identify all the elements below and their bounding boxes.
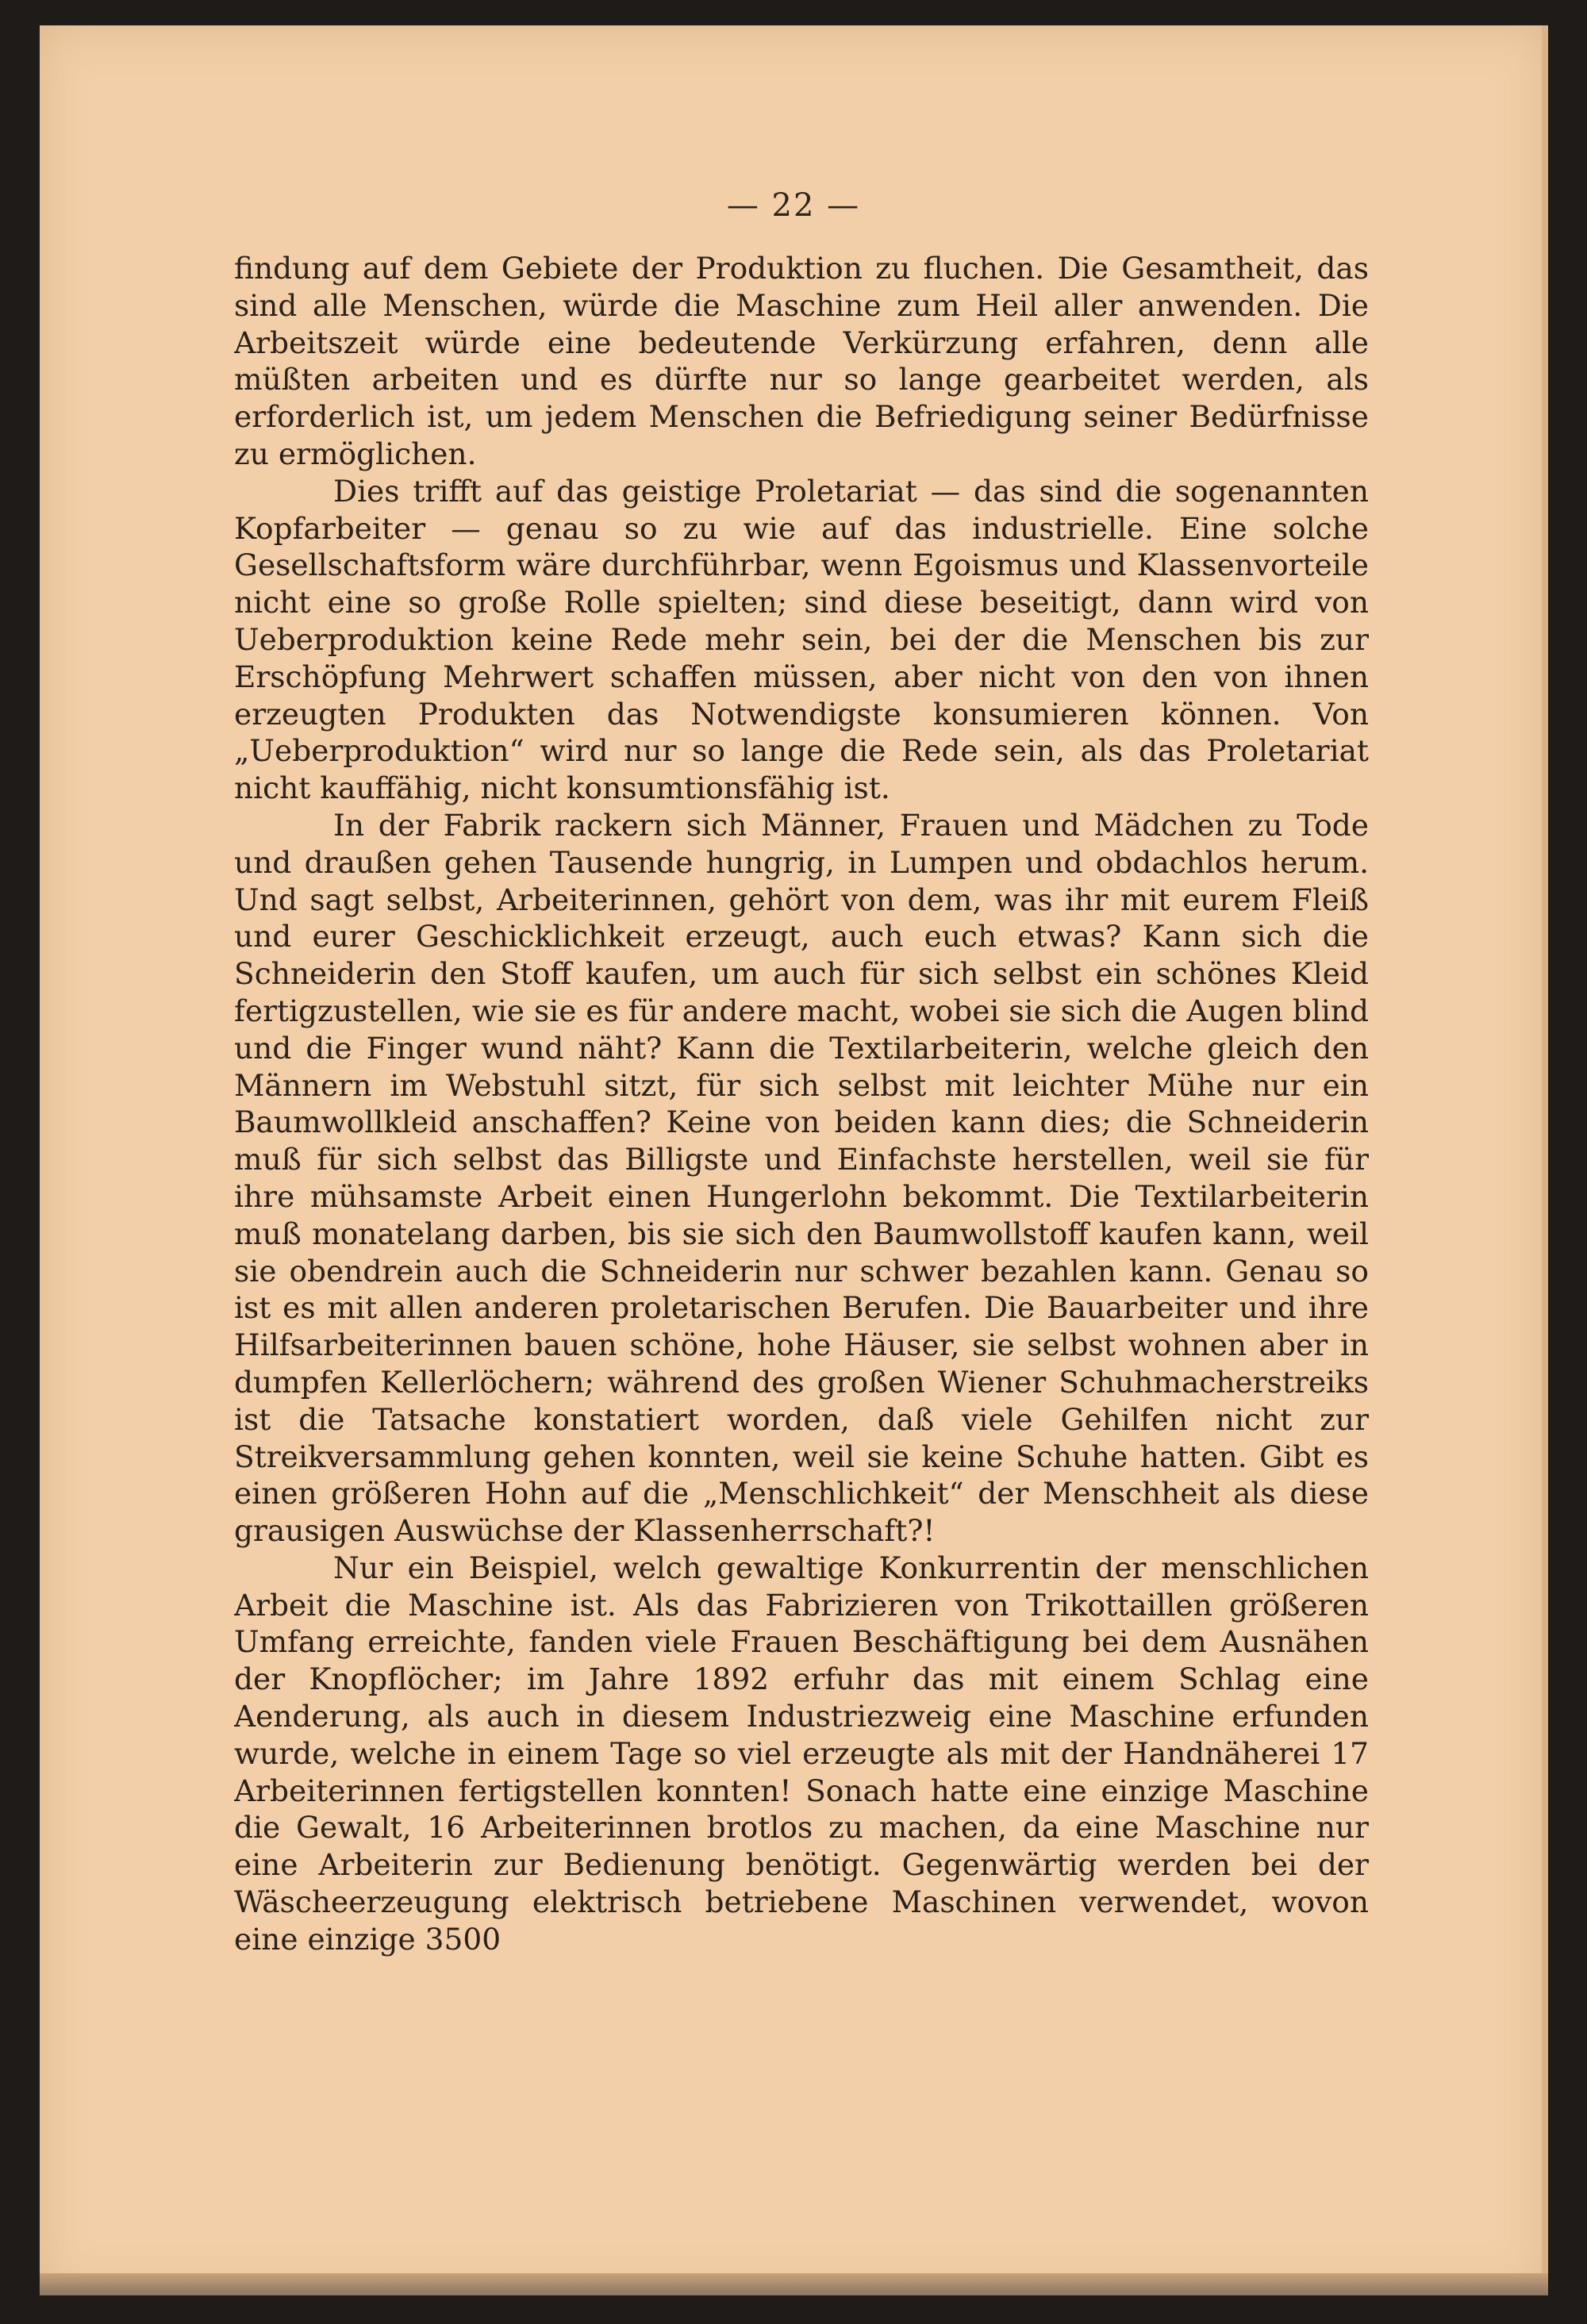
- body-text: [234, 250, 1369, 2043]
- paragraph-2: Dies trifft auf das geistige Proletariat — das sind die sogenannten Kopfarbeiter — genau so zu wie auf das industrielle. Eine solche Gesellschaftsform wäre durchführbar, wenn Egoismus und Klassenvorteile nicht eine so große Rolle spielten; sind diese beseitigt, dann wird von Ueberproduktion keine Rede mehr sein, bei der die Menschen bis zur Erschöpfung Mehrwert schaffen müssen, aber nicht von den von ihnen erzeugten Produkten das Notwendigste konsumieren können. Von „Ueberproduktion“ wird nur so lange die Rede sein, als das Proletariat nicht kauffähig, nicht konsumtionsfähig ist.: [234, 473, 1369, 806]
- page-edge: [1542, 25, 1548, 2295]
- paragraph-4: Nur ein Beispiel, welch gewaltige Konkurrentin der menschlichen Arbeit die Maschine ist. Als das Fabrizieren von Trikottaillen größeren Umfang erreichte, fanden viele Frauen Beschäftigung bei dem Ausnähen der Knopflöcher; im Jahre 1892 erfuhr das mit einem Schlag eine Aenderung, als auch in diesem Industriezweig eine Maschine erfunden wurde, welche in einem Tage so viel erzeugte als mit der Handnäherei 17 Arbeiterinnen fertigstellen konnten! Sonach hatte eine einzige Maschine die Gewalt, 16 Arbeiterinnen brotlos zu machen, da eine Maschine nur eine Arbeiterin zur Bedienung benötigt. Gegenwärtig werden bei der Wäscheerzeugung elektrisch betriebene Maschinen verwendet, wovon eine einzige 3500: [234, 1550, 1369, 1957]
- page-number: — 22 —: [726, 187, 861, 224]
- paragraph-1: findung auf dem Gebiete der Produktion zu fluchen. Die Gesamtheit, das sind alle Menschen, würde die Maschine zum Heil aller anwenden. Die Arbeitszeit würde eine bedeutende Verkürzung erfahren, denn alle müßten arbeiten und es dürfte nur so lange gearbeitet werden, als erforderlich ist, um jedem Menschen die Befriedigung seiner Bedürfnisse zu ermöglichen.: [234, 251, 1369, 471]
- page-shadow: [40, 2273, 1548, 2295]
- paragraph-3: In der Fabrik rackern sich Männer, Frauen und Mädchen zu Tode und draußen gehen Tausende hungrig, in Lumpen und obdachlos herum. Und sagt selbst, Arbeiterinnen, gehört von dem, was ihr mit eurem Fleiß und eurer Geschicklichkeit erzeugt, auch euch etwas? Kann sich die Schneiderin den Stoff kaufen, um auch für sich selbst ein schönes Kleid fertigzustellen, wie sie es für andere macht, wobei sie sich die Augen blind und die Finger wund näht? Kann die Textilarbeiterin, welche gleich den Männern im Webstuhl sitzt, für sich selbst mit leichter Mühe nur ein Baumwollkleid anschaffen? Keine von beiden kann dies; die Schneiderin muß für sich selbst das Billigste und Einfachste herstellen, weil sie für ihre mühsamste Arbeit einen Hungerlohn bekommt. Die Textilarbeiterin muß monatelang darben, bis sie sich den Baumwollstoff kaufen kann, weil sie obendrein auch die Schneiderin nur schwer bezahlen kann. Genau so ist es mit allen anderen proletarischen Berufen. Die Bauarbeiter und ihre Hilfsarbeiterinnen bauen schöne, hohe Häuser, sie selbst wohnen aber in dumpfen Kellerlöchern; während des großen Wiener Schuhmacherstreiks ist die Tatsache konstatiert worden, daß viele Gehilfen nicht zur Streikversammlung gehen konnten, weil sie keine Schuhe hatten. Gibt es einen größeren Hohn auf die „Menschlichkeit“ der Menschheit als diese grausigen Auswüchse der Klassenherrschaft?!: [234, 807, 1369, 1549]
